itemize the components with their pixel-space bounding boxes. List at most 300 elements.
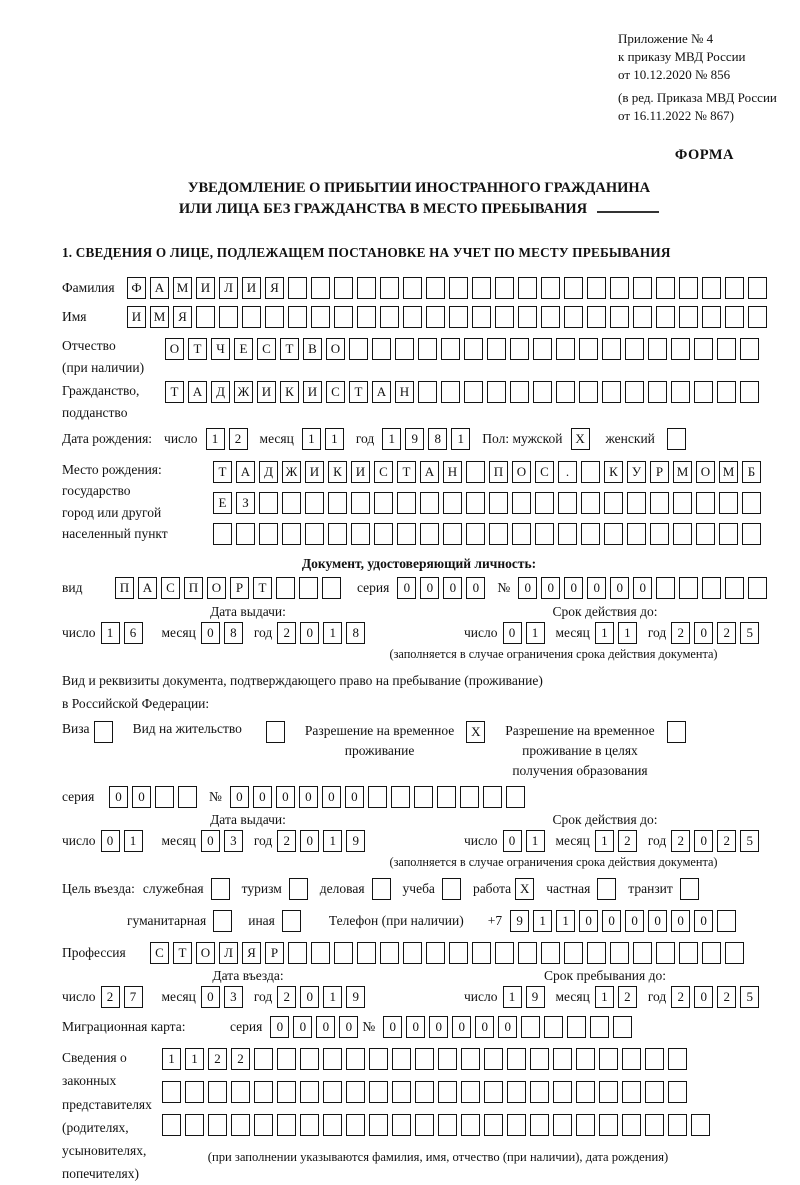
char-cell bbox=[719, 492, 738, 514]
char-cell bbox=[530, 1114, 549, 1136]
char-cell: 0 bbox=[475, 1016, 494, 1038]
char-cell bbox=[369, 1048, 388, 1070]
char-cell: 0 bbox=[132, 786, 151, 808]
char-cell bbox=[702, 942, 721, 964]
char-cell bbox=[650, 492, 669, 514]
char-cell bbox=[556, 381, 575, 403]
residence-doc-series-row bbox=[62, 786, 776, 808]
char-cell bbox=[380, 306, 399, 328]
purpose-option: работа X bbox=[473, 878, 538, 900]
char-cell bbox=[162, 1081, 181, 1103]
char-cell bbox=[277, 1081, 296, 1103]
char-cell: 7 bbox=[124, 986, 143, 1008]
char-cell bbox=[696, 523, 715, 545]
char-cell bbox=[495, 942, 514, 964]
char-cell bbox=[518, 942, 537, 964]
char-cell: 1 bbox=[618, 622, 637, 644]
char-cell bbox=[564, 277, 583, 299]
migration-series-cells bbox=[270, 1016, 362, 1038]
char-cell bbox=[625, 381, 644, 403]
valid-year-cells bbox=[671, 622, 763, 644]
char-cell bbox=[323, 1081, 342, 1103]
char-cell: 0 bbox=[443, 577, 462, 599]
birth-year-cells bbox=[382, 428, 474, 450]
char-cell: 0 bbox=[201, 986, 220, 1008]
char-cell bbox=[702, 577, 721, 599]
char-cell bbox=[282, 492, 301, 514]
representatives-row2 bbox=[162, 1081, 714, 1103]
char-cell: Т bbox=[349, 381, 368, 403]
residence-number-cells bbox=[230, 786, 529, 808]
char-cell: 0 bbox=[201, 830, 220, 852]
visit-purpose-row2 bbox=[62, 910, 776, 932]
char-cell bbox=[679, 577, 698, 599]
char-cell bbox=[530, 1081, 549, 1103]
char-cell bbox=[380, 277, 399, 299]
char-cell bbox=[94, 721, 113, 743]
char-cell: 0 bbox=[420, 577, 439, 599]
char-cell: 1 bbox=[124, 830, 143, 852]
char-cell: 1 bbox=[162, 1048, 181, 1070]
char-cell bbox=[489, 523, 508, 545]
title-blank-underline bbox=[597, 199, 659, 213]
char-cell bbox=[484, 1081, 503, 1103]
purpose-label: Цель въезда: bbox=[62, 881, 135, 897]
purpose-checkbox bbox=[597, 878, 620, 900]
char-cell bbox=[323, 1048, 342, 1070]
form-title-line1: УВЕДОМЛЕНИЕ О ПРИБЫТИИ ИНОСТРАННОГО ГРАЖДАНИНА bbox=[187, 179, 651, 196]
char-cell bbox=[541, 942, 560, 964]
char-cell bbox=[633, 277, 652, 299]
char-cell bbox=[564, 942, 583, 964]
purpose-option: деловая bbox=[320, 878, 395, 900]
char-cell bbox=[602, 338, 621, 360]
purpose-checkbox bbox=[289, 878, 312, 900]
char-cell: 1 bbox=[526, 830, 545, 852]
sex-male-checkbox bbox=[571, 428, 594, 450]
char-cell bbox=[374, 523, 393, 545]
birth-place-row2 bbox=[213, 492, 765, 514]
char-cell: Р bbox=[230, 577, 249, 599]
char-cell bbox=[300, 1048, 319, 1070]
char-cell: М bbox=[719, 461, 738, 483]
char-cell: О bbox=[696, 461, 715, 483]
char-cell: 0 bbox=[429, 1016, 448, 1038]
doc-type-cells bbox=[115, 577, 345, 599]
char-cell bbox=[610, 277, 629, 299]
entry-month-cells bbox=[201, 986, 247, 1008]
purpose-option: туризм bbox=[242, 878, 312, 900]
char-cell: 5 bbox=[740, 986, 759, 1008]
char-cell bbox=[627, 492, 646, 514]
valid-date-group: число 0 1 месяц 1 1 год 2 0 2 5 bbox=[464, 622, 770, 644]
char-cell bbox=[415, 1048, 434, 1070]
char-cell bbox=[351, 492, 370, 514]
issue-month-cells bbox=[201, 830, 247, 852]
char-cell bbox=[725, 306, 744, 328]
char-cell bbox=[507, 1081, 526, 1103]
entry-date-group: число 2 7 месяц 0 3 год 2 0 1 9 bbox=[62, 986, 434, 1008]
char-cell bbox=[495, 306, 514, 328]
char-cell: О bbox=[196, 942, 215, 964]
char-cell bbox=[725, 277, 744, 299]
stay-day-cells bbox=[503, 986, 549, 1008]
char-cell: У bbox=[627, 461, 646, 483]
char-cell: 2 bbox=[671, 622, 690, 644]
char-cell bbox=[668, 1081, 687, 1103]
char-cell bbox=[464, 381, 483, 403]
birth-place-row1 bbox=[213, 461, 765, 483]
char-cell bbox=[725, 942, 744, 964]
char-cell bbox=[397, 523, 416, 545]
char-cell bbox=[461, 1114, 480, 1136]
char-cell bbox=[259, 523, 278, 545]
issue-day-cells bbox=[101, 830, 147, 852]
char-cell bbox=[466, 523, 485, 545]
char-cell bbox=[668, 1114, 687, 1136]
char-cell bbox=[472, 277, 491, 299]
char-cell bbox=[449, 942, 468, 964]
char-cell bbox=[518, 277, 537, 299]
char-cell bbox=[656, 277, 675, 299]
doc-series-cells bbox=[397, 577, 489, 599]
char-cell bbox=[613, 1016, 632, 1038]
char-cell bbox=[597, 878, 616, 900]
char-cell: 2 bbox=[671, 986, 690, 1008]
legal-header bbox=[618, 30, 776, 125]
char-cell bbox=[351, 523, 370, 545]
char-cell bbox=[395, 338, 414, 360]
char-cell bbox=[300, 1081, 319, 1103]
char-cell bbox=[579, 381, 598, 403]
char-cell bbox=[604, 492, 623, 514]
char-cell: 1 bbox=[302, 428, 321, 450]
char-cell: 9 bbox=[346, 986, 365, 1008]
char-cell bbox=[178, 786, 197, 808]
char-cell bbox=[357, 306, 376, 328]
char-cell bbox=[556, 338, 575, 360]
char-cell: Я bbox=[173, 306, 192, 328]
char-cell bbox=[254, 1114, 273, 1136]
char-cell: 0 bbox=[397, 577, 416, 599]
char-cell bbox=[242, 306, 261, 328]
char-cell bbox=[667, 721, 686, 743]
char-cell: С bbox=[326, 381, 345, 403]
char-cell bbox=[696, 492, 715, 514]
char-cell: М bbox=[673, 461, 692, 483]
char-cell bbox=[656, 577, 675, 599]
char-cell bbox=[289, 878, 308, 900]
char-cell bbox=[323, 1114, 342, 1136]
field-given-name bbox=[62, 306, 776, 328]
char-cell: А bbox=[372, 381, 391, 403]
char-cell: Н bbox=[443, 461, 462, 483]
given-name-cells bbox=[127, 306, 771, 328]
char-cell: 0 bbox=[602, 910, 621, 932]
char-cell bbox=[622, 1114, 641, 1136]
char-cell: 2 bbox=[717, 986, 736, 1008]
purpose-option: учеба bbox=[403, 878, 465, 900]
legal-header-line: (в ред. Приказа МВД России bbox=[618, 89, 777, 105]
char-cell: 8 bbox=[224, 622, 243, 644]
char-cell bbox=[742, 523, 761, 545]
char-cell bbox=[277, 1048, 296, 1070]
issue-date-title: Дата выдачи: bbox=[210, 603, 286, 619]
field-surname bbox=[62, 277, 776, 299]
phone-label: Телефон (при наличии) bbox=[328, 913, 464, 929]
identity-doc-dates bbox=[62, 622, 776, 644]
char-cell: 1 bbox=[595, 986, 614, 1008]
representatives-block bbox=[62, 1046, 776, 1185]
char-cell bbox=[510, 338, 529, 360]
birth-place-rows bbox=[213, 461, 765, 554]
series-label: серия bbox=[62, 789, 95, 805]
char-cell: И bbox=[127, 306, 146, 328]
char-cell: 2 bbox=[717, 622, 736, 644]
char-cell bbox=[648, 338, 667, 360]
char-cell bbox=[725, 577, 744, 599]
char-cell bbox=[208, 1114, 227, 1136]
char-cell bbox=[533, 381, 552, 403]
char-cell bbox=[679, 942, 698, 964]
char-cell: 0 bbox=[299, 786, 318, 808]
given-name-label: Имя bbox=[62, 309, 87, 325]
char-cell bbox=[438, 1048, 457, 1070]
char-cell bbox=[437, 786, 456, 808]
char-cell bbox=[346, 1048, 365, 1070]
doc-number-cells bbox=[518, 577, 771, 599]
char-cell bbox=[483, 786, 502, 808]
char-cell bbox=[495, 277, 514, 299]
char-cell bbox=[418, 338, 437, 360]
char-cell bbox=[702, 306, 721, 328]
char-cell bbox=[590, 1016, 609, 1038]
char-cell: Д bbox=[259, 461, 278, 483]
char-cell: 0 bbox=[694, 830, 713, 852]
char-cell: 6 bbox=[124, 622, 143, 644]
char-cell bbox=[196, 306, 215, 328]
char-cell bbox=[489, 492, 508, 514]
char-cell: 0 bbox=[383, 1016, 402, 1038]
char-cell bbox=[602, 381, 621, 403]
char-cell bbox=[219, 306, 238, 328]
char-cell bbox=[311, 277, 330, 299]
issue-day-cells bbox=[101, 622, 147, 644]
char-cell bbox=[372, 338, 391, 360]
char-cell: Н bbox=[395, 381, 414, 403]
identity-doc-heading: Документ, удостоверяющий личность: bbox=[301, 555, 537, 571]
valid-month-cells bbox=[595, 622, 641, 644]
char-cell bbox=[691, 1114, 710, 1136]
char-cell: 9 bbox=[526, 986, 545, 1008]
birth-place-label: Место рождения: государство город или другой населенный пункт bbox=[62, 461, 168, 542]
char-cell: О bbox=[326, 338, 345, 360]
char-cell bbox=[633, 942, 652, 964]
char-cell bbox=[208, 1081, 227, 1103]
char-cell: 3 bbox=[224, 830, 243, 852]
residence-permit-checkbox bbox=[266, 721, 289, 743]
char-cell: М bbox=[150, 306, 169, 328]
char-cell: 0 bbox=[300, 830, 319, 852]
char-cell bbox=[694, 338, 713, 360]
purpose-checkbox bbox=[282, 910, 305, 932]
char-cell bbox=[442, 878, 461, 900]
char-cell bbox=[510, 381, 529, 403]
char-cell bbox=[581, 523, 600, 545]
char-cell: С bbox=[257, 338, 276, 360]
section1-heading: 1. СВЕДЕНИЯ О ЛИЦЕ, ПОДЛЕЖАЩЕМ ПОСТАНОВКЕ НА УЧЕТ ПО МЕСТУ ПРЕБЫВАНИЯ bbox=[62, 245, 671, 261]
char-cell: 2 bbox=[231, 1048, 250, 1070]
char-cell bbox=[622, 1048, 641, 1070]
char-cell bbox=[259, 492, 278, 514]
char-cell bbox=[420, 492, 439, 514]
char-cell bbox=[418, 381, 437, 403]
residence-doc-heading: Вид и реквизиты документа, подтверждающего право на пребывание (проживание) в Российской Федерации: bbox=[62, 672, 543, 711]
char-cell bbox=[671, 338, 690, 360]
number-label: № bbox=[362, 1019, 376, 1035]
char-cell bbox=[311, 942, 330, 964]
char-cell bbox=[535, 523, 554, 545]
char-cell bbox=[673, 523, 692, 545]
doc-type-label: вид bbox=[62, 579, 83, 595]
char-cell: 9 bbox=[346, 830, 365, 852]
surname-label: Фамилия bbox=[62, 280, 115, 296]
identity-doc-date-titles bbox=[62, 604, 776, 620]
birth-day-cells bbox=[206, 428, 252, 450]
char-cell bbox=[380, 942, 399, 964]
legal-header-line: от 16.11.2022 № 867) bbox=[618, 107, 735, 123]
char-cell bbox=[346, 1081, 365, 1103]
char-cell: 0 bbox=[300, 622, 319, 644]
field-citizenship bbox=[62, 380, 776, 423]
char-cell bbox=[576, 1048, 595, 1070]
char-cell bbox=[599, 1081, 618, 1103]
char-cell: 0 bbox=[270, 1016, 289, 1038]
purpose-checkbox bbox=[372, 878, 395, 900]
entry-date-title: Дата въезда: bbox=[212, 968, 284, 984]
char-cell: 0 bbox=[253, 786, 272, 808]
char-cell bbox=[748, 577, 767, 599]
residence-permit-label: Вид на жительство bbox=[132, 721, 242, 737]
char-cell bbox=[541, 277, 560, 299]
char-cell: 2 bbox=[618, 986, 637, 1008]
identity-doc-note: (заполняется в случае ограничения срока действия документа) bbox=[389, 646, 718, 661]
char-cell: 0 bbox=[633, 577, 652, 599]
char-cell bbox=[311, 306, 330, 328]
char-cell bbox=[328, 492, 347, 514]
char-cell: 0 bbox=[339, 1016, 358, 1038]
char-cell bbox=[369, 1114, 388, 1136]
char-cell bbox=[694, 381, 713, 403]
purpose-checkbox bbox=[515, 878, 538, 900]
char-cell bbox=[213, 523, 232, 545]
char-cell bbox=[254, 1081, 273, 1103]
char-cell: 1 bbox=[185, 1048, 204, 1070]
char-cell bbox=[472, 942, 491, 964]
char-cell: 0 bbox=[694, 986, 713, 1008]
char-cell: П bbox=[184, 577, 203, 599]
stay-date-group: число 1 9 месяц 1 2 год 2 0 2 5 bbox=[464, 986, 770, 1008]
char-cell: В bbox=[303, 338, 322, 360]
char-cell bbox=[254, 1048, 273, 1070]
char-cell: 2 bbox=[229, 428, 248, 450]
char-cell: 0 bbox=[316, 1016, 335, 1038]
char-cell bbox=[211, 878, 230, 900]
char-cell bbox=[487, 338, 506, 360]
char-cell bbox=[288, 942, 307, 964]
series-label: серия bbox=[230, 1019, 263, 1035]
char-cell bbox=[544, 1016, 563, 1038]
char-cell: 0 bbox=[564, 577, 583, 599]
char-cell bbox=[512, 523, 531, 545]
char-cell bbox=[322, 577, 341, 599]
valid-year-cells bbox=[671, 830, 763, 852]
char-cell: С bbox=[161, 577, 180, 599]
char-cell: Б bbox=[742, 461, 761, 483]
char-cell: 2 bbox=[717, 830, 736, 852]
char-cell: Д bbox=[211, 381, 230, 403]
char-cell bbox=[558, 523, 577, 545]
char-cell bbox=[576, 1114, 595, 1136]
issue-date-group: число 0 1 месяц 0 3 год 2 0 1 9 bbox=[62, 830, 434, 852]
birth-date-label: Дата рождения: bbox=[62, 430, 153, 446]
char-cell bbox=[438, 1081, 457, 1103]
char-cell: Р bbox=[650, 461, 669, 483]
char-cell bbox=[368, 786, 387, 808]
char-cell bbox=[581, 461, 600, 483]
issue-month-cells bbox=[201, 622, 247, 644]
surname-cells bbox=[127, 277, 771, 299]
char-cell bbox=[521, 1016, 540, 1038]
char-cell bbox=[162, 1114, 181, 1136]
char-cell bbox=[403, 942, 422, 964]
char-cell: 1 bbox=[451, 428, 470, 450]
char-cell: X bbox=[571, 428, 590, 450]
char-cell: 0 bbox=[625, 910, 644, 932]
char-cell: С bbox=[374, 461, 393, 483]
citizenship-cells bbox=[165, 381, 763, 403]
char-cell bbox=[441, 381, 460, 403]
stay-until-title: Срок пребывания до: bbox=[544, 968, 666, 984]
char-cell bbox=[553, 1081, 572, 1103]
char-cell: Т bbox=[397, 461, 416, 483]
char-cell: 2 bbox=[671, 830, 690, 852]
char-cell bbox=[579, 338, 598, 360]
char-cell bbox=[403, 277, 422, 299]
purpose-option: транзит bbox=[628, 878, 703, 900]
field-doc-type bbox=[62, 577, 776, 599]
visit-purpose-row bbox=[62, 878, 776, 900]
phone-prefix: +7 bbox=[487, 913, 503, 929]
char-cell bbox=[553, 1048, 572, 1070]
char-cell bbox=[415, 1114, 434, 1136]
valid-day-cells bbox=[503, 622, 549, 644]
char-cell: Р bbox=[265, 942, 284, 964]
char-cell bbox=[403, 306, 422, 328]
char-cell: 2 bbox=[277, 986, 296, 1008]
char-cell bbox=[587, 277, 606, 299]
char-cell bbox=[650, 523, 669, 545]
stay-month-cells bbox=[595, 986, 641, 1008]
sex-label: Пол: мужской bbox=[482, 430, 563, 446]
char-cell: Ж bbox=[234, 381, 253, 403]
char-cell: А bbox=[188, 381, 207, 403]
char-cell: 0 bbox=[503, 622, 522, 644]
residence-series-cells bbox=[109, 786, 201, 808]
char-cell bbox=[680, 878, 699, 900]
char-cell: 3 bbox=[224, 986, 243, 1008]
char-cell: Я bbox=[242, 942, 261, 964]
